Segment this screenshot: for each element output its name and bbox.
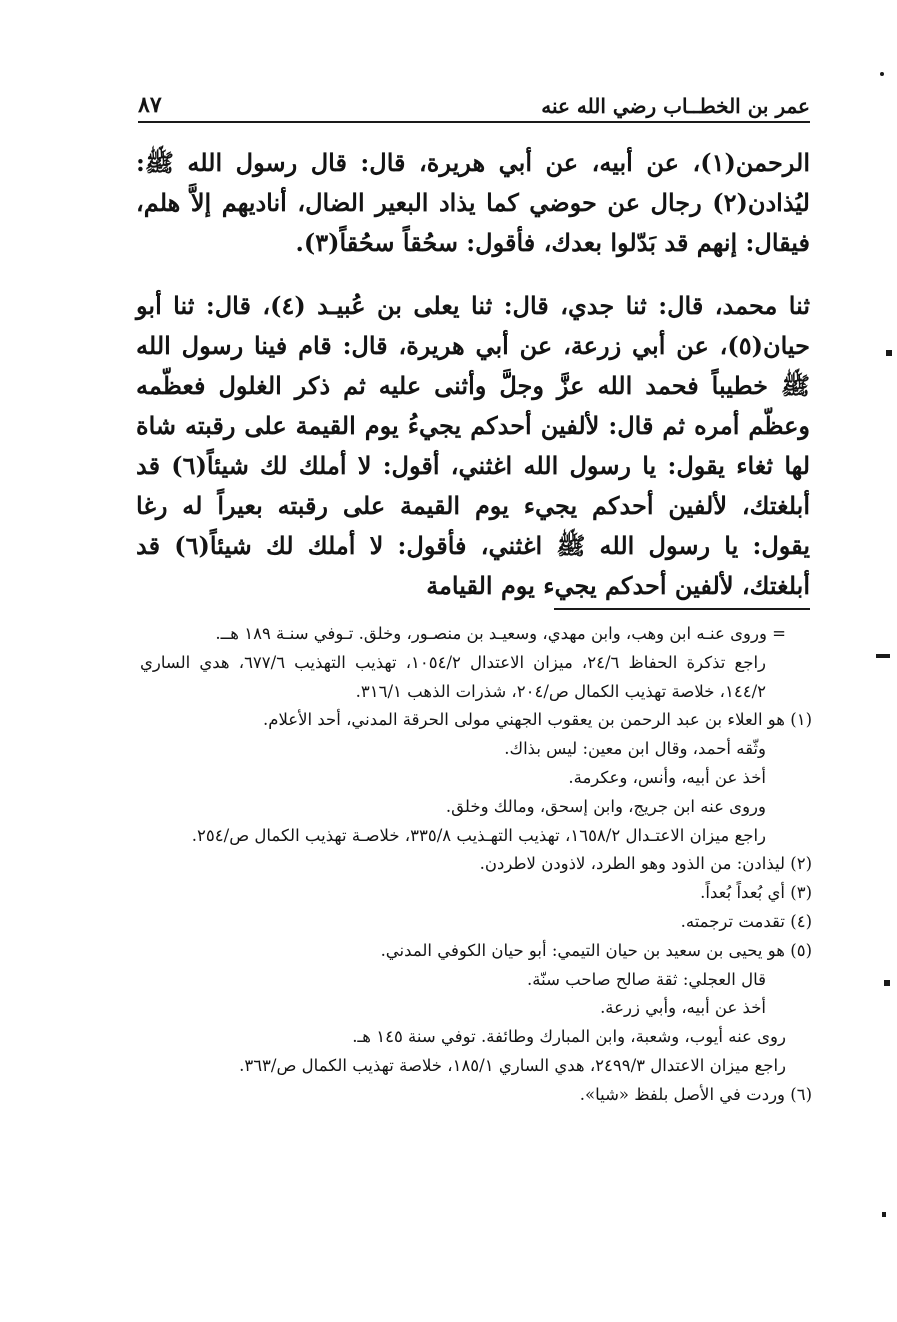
footnote-1-line: وروى عنه ابن جريج، وابن إسحق، ومالك وخلق. (445, 796, 766, 816)
footnote-6: (٦) وردت في الأصل بلفظ «شيا». (579, 1084, 812, 1104)
footnotes (140, 620, 812, 1110)
footnote-5-line: أخذ عن أبيه، وأبي زرعة. (600, 998, 766, 1018)
scan-mark (886, 350, 892, 356)
footnote-3: (٣) أي بُعداً بُعداً. (700, 883, 812, 903)
footnote-1-refs: راجع ميزان الاعتـدال ١٦٥٨/٢، تهذيب التهـذيب ٣٣٥/٨، خلاصـة تهذيب الكمال ص/٢٥٤. (191, 825, 766, 845)
header-title: عمر بن الخطــاب رضي الله عنه (541, 94, 810, 118)
footnote-5-line: روى عنه أيوب، وشعبة، وابن المبارك وطائفة. توفي سنة ١٤٥ هـ. (352, 1027, 786, 1047)
main-paragraph-1: الرحمن(١)، عن أبيه، عن أبي هريرة، قال: قال رسول الله ﷺ: ليُذادن(٢) رجال عن حوضي كما يذاد البعير الضال، أناديهم إلاَّ هلم، فيقال: إنهم قد بَدّلوا بعدك، فأقول: سحُقاً سحُقاً(٣). (136, 148, 811, 257)
footnote-4: (٤) تقدمت ترجمته. (680, 911, 812, 931)
main-text (136, 143, 810, 606)
main-paragraph-2: ثنا محمد، قال: ثنا جدي، قال: ثنا يعلى بن عُبيـد (٤)، قال: ثنا أبو حيان(٥)، عن أبي زرعة، عن أبي هريرة، قال: قام فينا رسول الله ﷺ خطيباً فحمد الله عزَّ وجلَّ وأثنى عليه ثم ذكر الغلول فعظّمه وعظّم أمره ثم قال: لألفين أحدكم يجيءُ يوم القيمة على رقبته شاة لها ثغاء يقول: يا رسول الله اغثني، أقول: لا أملك لك شيئاً(٦) قد أبلغتك، لألفين أحدكم يجيء يوم القيمة على رقبته بعيراً له رغا يقول: يا رسول الله ﷺ اغثني، فأقول: لا أملك لك شيئاً(٦) قد أبلغتك، لألفين أحدكم يجيء يوم القيامة (136, 291, 811, 600)
footnote-separator (554, 608, 810, 610)
scan-mark (876, 654, 890, 658)
footnote-continuation: = وروى عنـه ابن وهب، وابن مهدي، وسعيـد بن منصـور، وخلق. تـوفي سنـة ١٨٩ هــ. (215, 624, 786, 643)
footnote-1: (١) هو العلاء بن عبد الرحمن بن يعقوب الجهني مولى الحرقة المدني، أحد الأعلام. (262, 710, 812, 730)
scan-mark (884, 980, 890, 986)
scan-mark (880, 72, 884, 76)
running-header (138, 78, 810, 120)
scan-mark (882, 1212, 886, 1217)
footnote-1-line: وثّقه أحمد، وقال ابن معين: ليس بذاك. (504, 739, 766, 759)
footnote-5: (٥) هو يحيى بن سعيد بن حيان التيمي: أبو حيان الكوفي المدني. (380, 940, 812, 960)
footnote-1-line: أخذ عن أبيه، وأنس، وعكرمة. (568, 767, 766, 787)
footnote-continuation-refs: راجع تذكرة الحفاظ ٢٤/٦، ميزان الاعتدال ١٠٥٤/٢، تهذيب التهذيب ٦٧٧/٦، هدي الساري ١٤٤/٢، خلاصة تهذيب الكمال ص/٢٠٤، شذرات الذهب ٣١٦/١. (140, 652, 766, 701)
footnote-5-refs: راجع ميزان الاعتدال ٢٤٩٩/٣، هدي الساري ١٨٥/١، خلاصة تهذيب الكمال ص/٣٦٣. (239, 1055, 786, 1075)
header-rule (138, 121, 810, 123)
footnote-5-line: قال العجلي: ثقة صالح صاحب سنّة. (527, 969, 766, 989)
footnote-2: (٢) ليذادن: من الذود وهو الطرد، لاذودن لاطردن. (479, 854, 812, 874)
page-number: ٨٧ (138, 92, 162, 118)
